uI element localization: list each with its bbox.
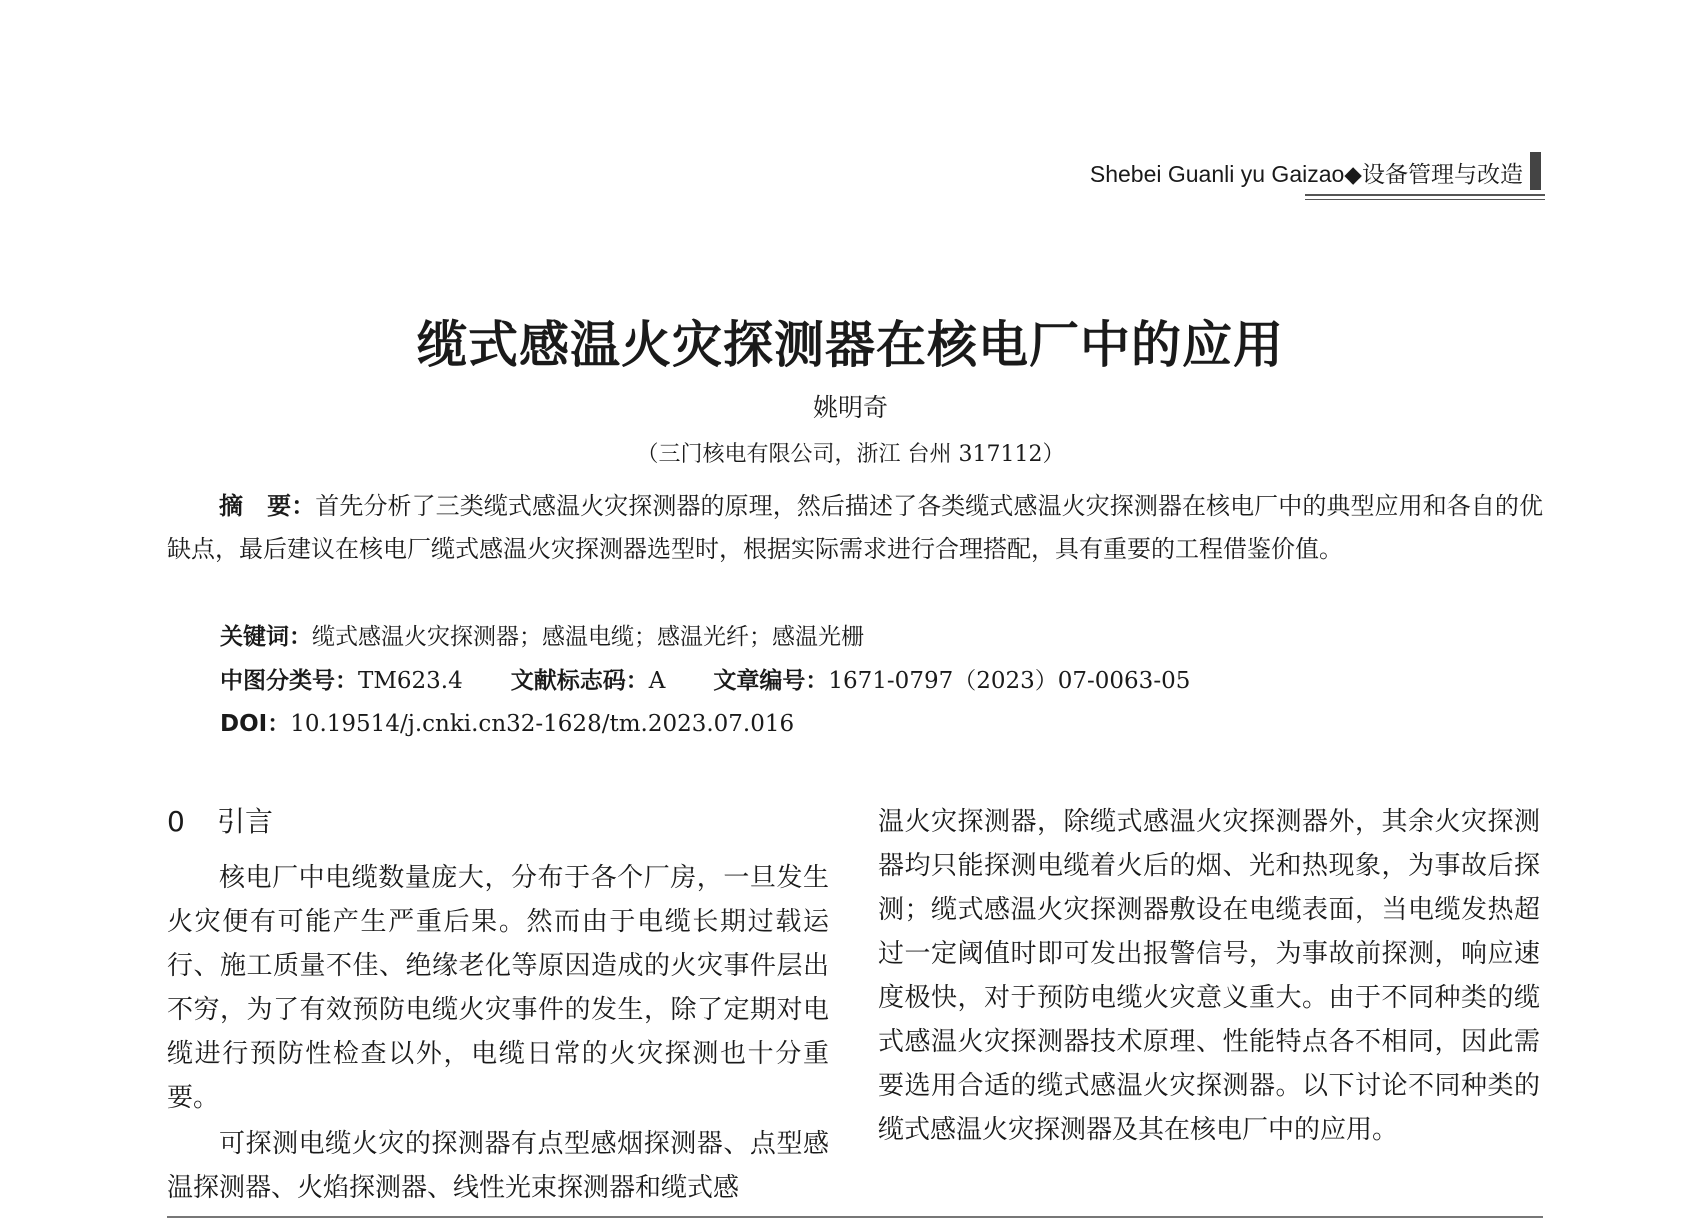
- affiliation: （三门核电有限公司，浙江 台州 317112）: [636, 442, 1065, 467]
- header-bar-mark: [1530, 152, 1541, 190]
- body-column-left: [167, 800, 829, 1212]
- article-title: 缆式感温火灾探测器在核电厂中的应用: [417, 316, 1284, 374]
- body-paragraph: 核电厂中电缆数量庞大，分布于各个厂房，一旦发生火灾便有可能产生严重后果。然而由于电缆长期过载运行、施工质量不佳、绝缘老化等原因造成的火灾事件层出不穷，为了有效预防电缆火灾事件的发生，除了定期对电缆进行预防性检查以外，电缆日常的火灾探测也十分重要。: [167, 863, 829, 1113]
- clc-value: TM623.4: [358, 668, 463, 694]
- journal-name: [1090, 156, 1523, 189]
- doc-code-value: A: [648, 668, 666, 694]
- footer-rule: [167, 1216, 1543, 1218]
- keywords-label: 关键词：: [220, 624, 312, 650]
- journal-name-cn: 设备管理与改造: [1362, 162, 1523, 188]
- doi-value: 10.19514/j.cnki.cn32-1628/tm.2023.07.016: [290, 711, 795, 737]
- article-number-value: 1671-0797（2023）07-0063-05: [828, 668, 1191, 694]
- section-heading: [167, 800, 829, 856]
- clc-label: 中图分类号：: [220, 668, 358, 694]
- body-paragraph: 可探测电缆火灾的探测器有点型感烟探测器、点型感温探测器、火焰探测器、线性光束探测器和缆式感: [167, 1129, 829, 1203]
- abstract: [167, 485, 1543, 571]
- section-title: 引言: [217, 805, 274, 838]
- keywords-text: 缆式感温火灾探测器；感温电缆；感温光纤；感温光栅: [312, 624, 864, 650]
- abstract-label: 摘 要：: [219, 492, 316, 520]
- doc-code-label: 文献标志码：: [510, 668, 649, 694]
- running-header: [1000, 152, 1545, 198]
- classification-line: [220, 662, 1190, 695]
- body-column-right: [878, 800, 1540, 1152]
- article-number-label: 文章编号：: [713, 668, 829, 694]
- doi-line: [220, 705, 794, 738]
- section-number: 0: [167, 805, 185, 838]
- author: 姚明奇: [812, 393, 888, 422]
- body-paragraph-continued: 温火灾探测器，除缆式感温火灾探测器外，其余火灾探测器均只能探测电缆着火后的烟、光和热现象，为事故后探测；缆式感温火灾探测器敷设在电缆表面，当电缆发热超过一定阈值时即可发出报警信号，为事故前探测，响应速度极快，对于预防电缆火灾意义重大。由于不同种类的缆式感温火灾探测器技术原理、性能特点各不相同，因此需要选用合适的缆式感温火灾探测器。以下讨论不同种类的缆式感温火灾探测器及其在核电厂中的应用。: [878, 807, 1540, 1145]
- abstract-text: 首先分析了三类缆式感温火灾探测器的原理，然后描述了各类缆式感温火灾探测器在核电厂中的典型应用和各自的优缺点，最后建议在核电厂缆式感温火灾探测器选型时，根据实际需求进行合理搭配，具有重要的工程借鉴价值。: [167, 492, 1543, 563]
- header-rule: [1305, 194, 1545, 196]
- keywords: [220, 618, 864, 651]
- header-rule-thin: [1305, 199, 1545, 200]
- journal-name-en: Shebei Guanli yu Gaizao: [1089, 161, 1345, 187]
- header-separator: ◆: [1344, 162, 1362, 188]
- doi-label: DOI：: [220, 711, 291, 737]
